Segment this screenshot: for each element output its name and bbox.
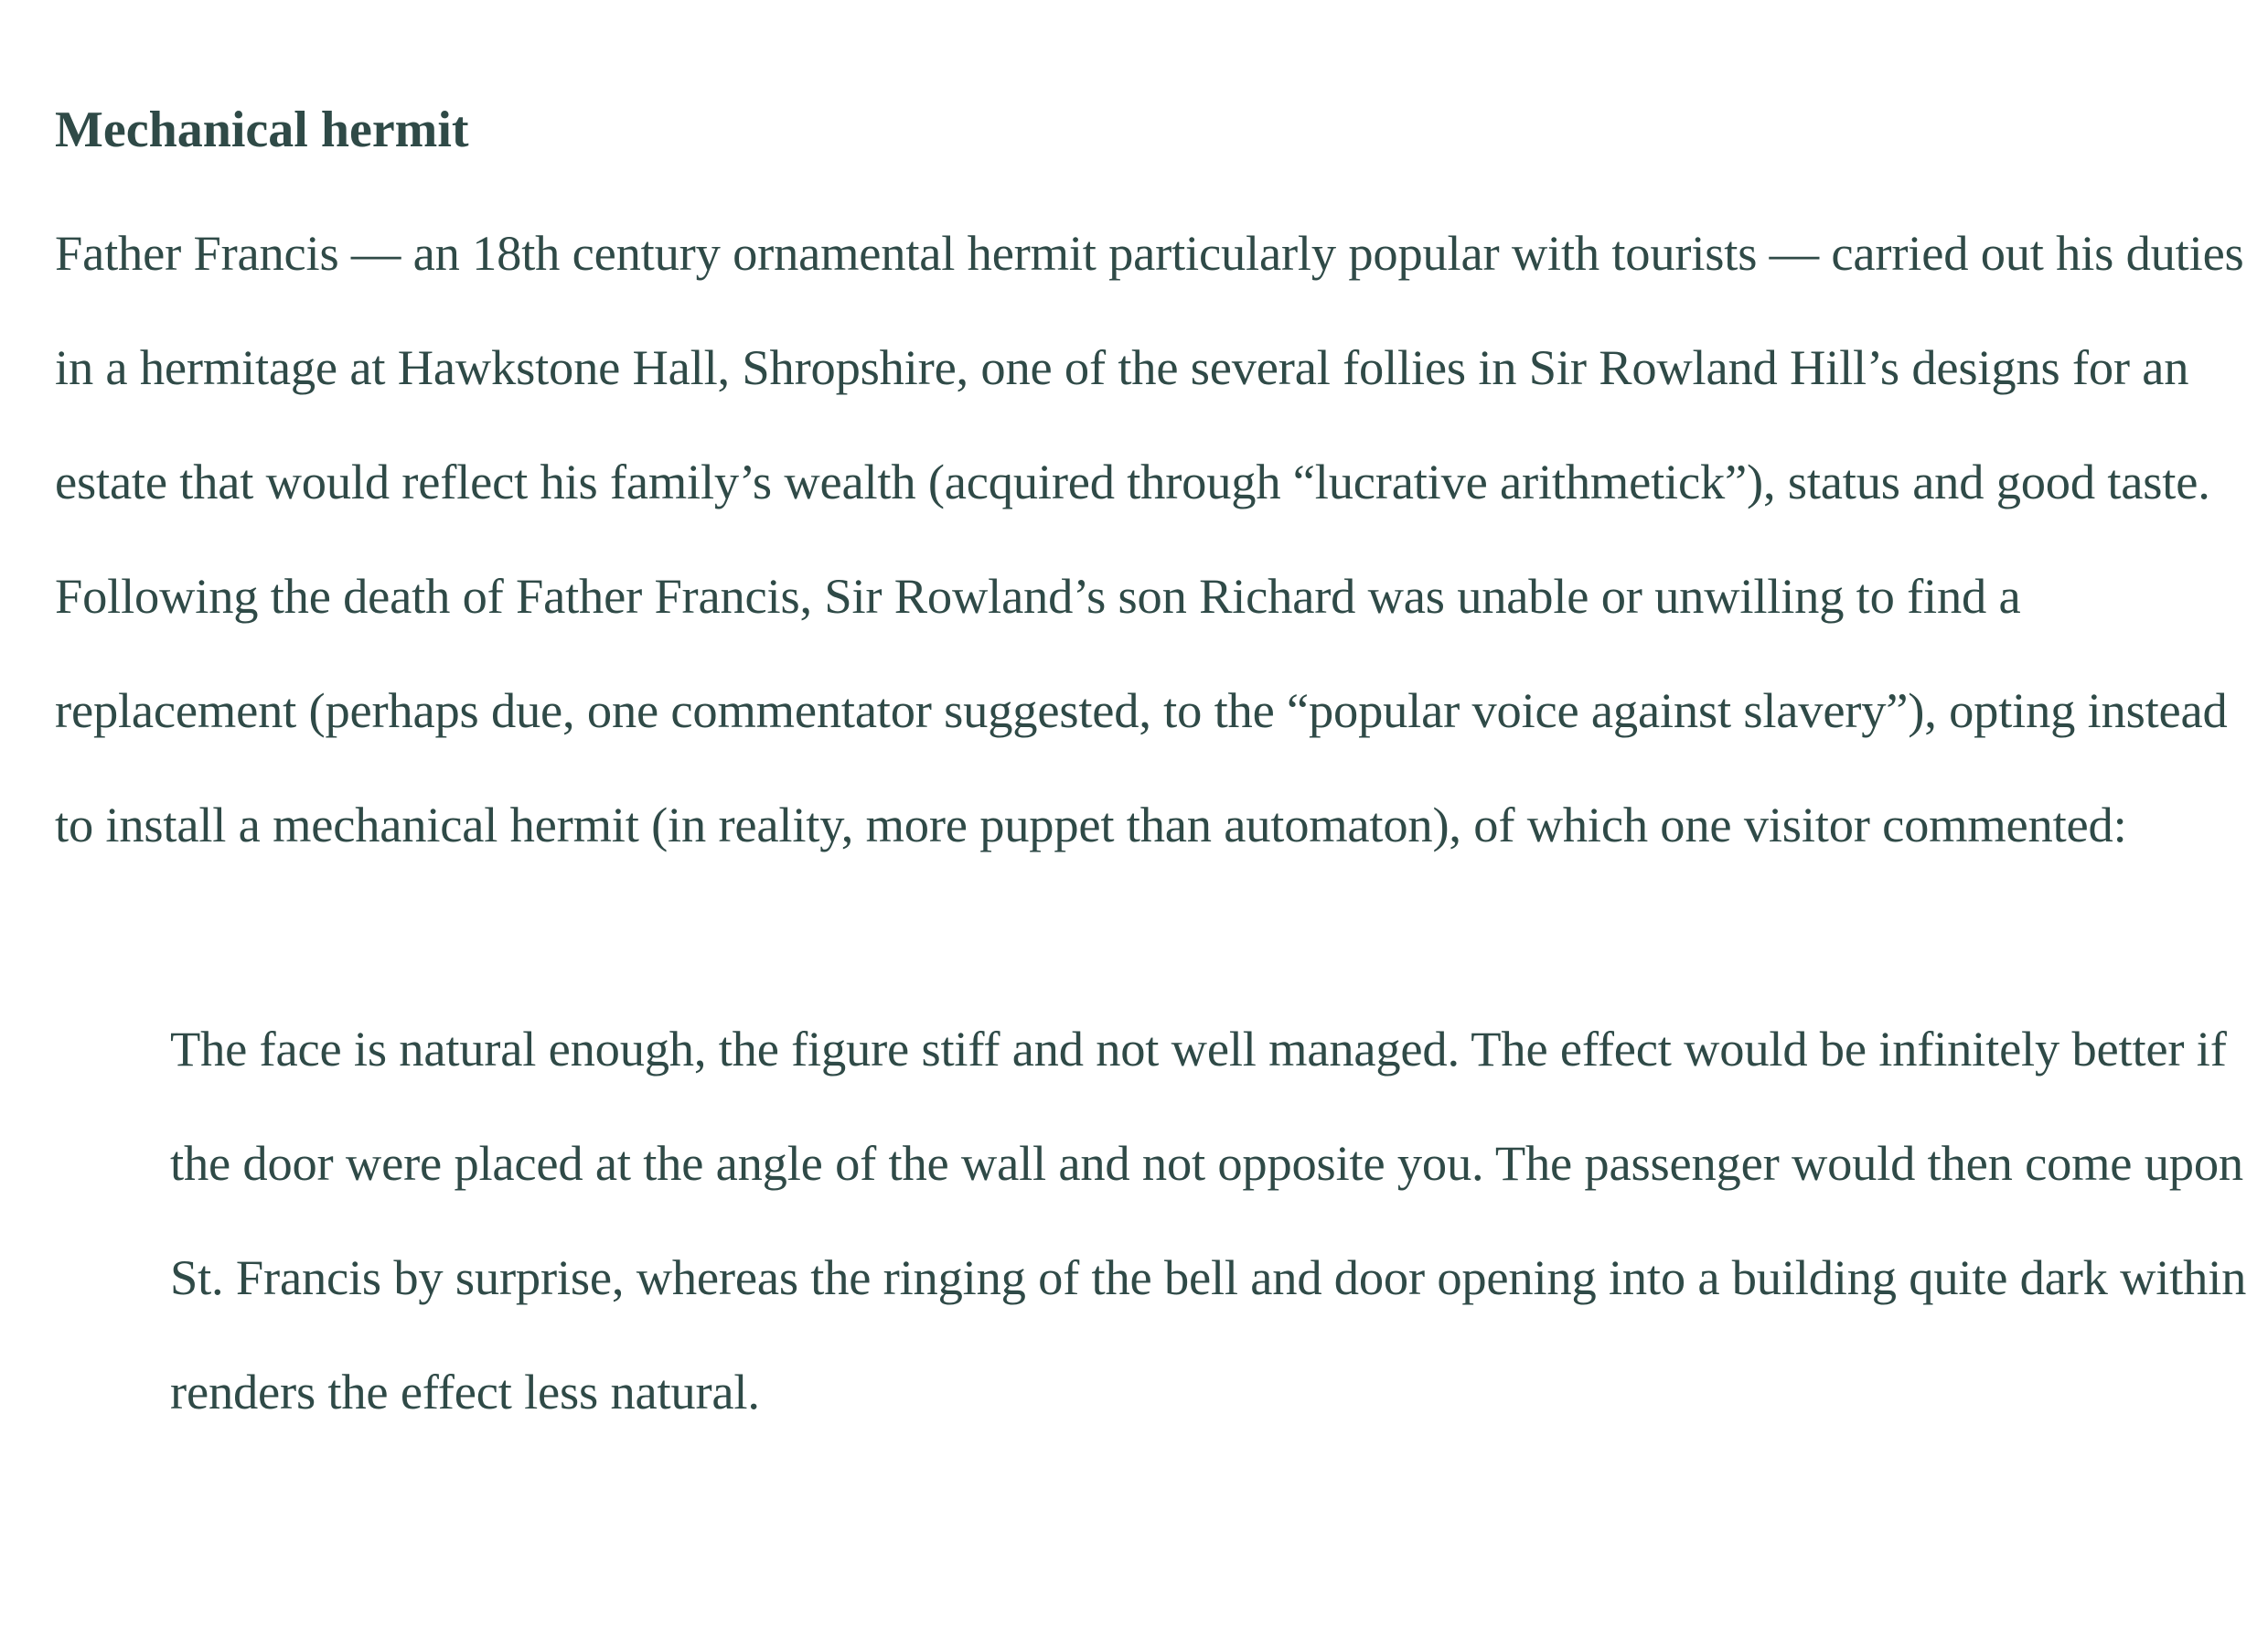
- section-heading: Mechanical hermit: [55, 102, 469, 158]
- block-quote: The face is natural enough, the figure stiff and not well managed. The effect would be infinitely better if the door were placed at the angle of the wall and not opposite you. The passenger would then come upon St. Francis by surprise, whereas the ringing of the bell and door opening into a building quite dark within renders the effect less natural.: [170, 1021, 2247, 1419]
- article: [55, 91, 2250, 1449]
- body-paragraph: Father Francis — an 18th century ornamental hermit particularly popular with tourists — carried out his duties in a hermitage at Hawkstone Hall, Shropshire, one of the several follies in Sir Rowland Hill’s designs for an estate that would reflect his family’s wealth (acquired through “lucrative arithmetick”), status and good taste. Following the death of Father Francis, Sir Rowland’s son Richard was unable or unwilling to find a replacement (perhaps due, one commentator suggested, to the “popular voice against slavery”), opting instead to install a mechanical hermit (in reality, more puppet than automaton), of which one visitor commented:: [55, 225, 2244, 852]
